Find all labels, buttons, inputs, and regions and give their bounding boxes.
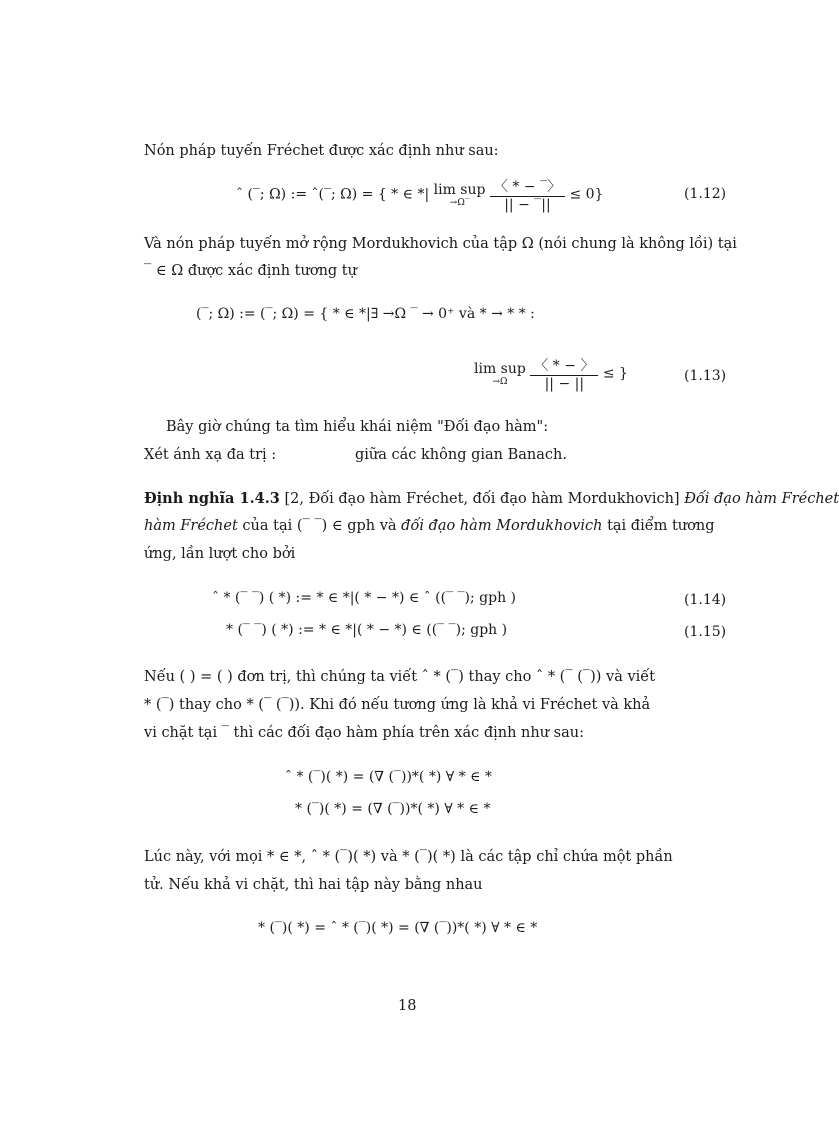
limsup-subscript: →Ω‾: [449, 197, 470, 208]
equation-1-13-line1: (‾; Ω) := (‾; Ω) = { * ∈ *|∃ →Ω ‾ → 0⁺ và * → * * :: [196, 306, 535, 322]
para-mordukhovich-line1: Và nón pháp tuyến mở rộng Mordukhovich của tập Ω (nói chung là không lồi) tại: [144, 236, 737, 252]
para-single-valued-line3: vi chặt tại ‾ thì các đối đạo hàm phía trên xác định như sau:: [144, 725, 584, 741]
display-equation-1: ˆ * (‾)( *) = (∇ (‾))*( *) ∀ * ∈ *: [285, 769, 492, 785]
definition-line3: ứng, lần lượt cho bởi: [144, 546, 296, 562]
equation-number-1-12: (1.12): [684, 186, 727, 202]
fraction-numerator: 〈 * − ‾〉: [490, 176, 565, 197]
para-single-valued-line1: Nếu ( ) = ( ) đơn trị, thì chúng ta viết ˆ * (‾) thay cho ˆ * (‾ (‾)) và viết: [144, 669, 656, 685]
para-mordukhovich-line2: ‾ ∈ Ω được xác định tương tự: [144, 263, 357, 279]
page-number: 18: [398, 998, 417, 1014]
eq-1-12-limsup: [434, 182, 486, 208]
eq-1-12-rhs: ≤ 0}: [569, 186, 604, 203]
intro-line: Nón pháp tuyến Fréchet được xác định như sau:: [144, 143, 499, 159]
para-now: Bây giờ chúng ta tìm hiểu khái niệm "Đối đạo hàm":: [166, 419, 549, 435]
equation-1-13-line2: [474, 355, 628, 392]
definition-term-frechet: Đối đạo hàm Fréchet: [684, 491, 839, 507]
equation-number-1-15: (1.15): [684, 624, 727, 640]
display-equation-3: * (‾)( *) = ˆ * (‾)( *) = (∇ (‾))*( *) ∀ * ∈ *: [258, 920, 538, 936]
eq-1-12-fraction: [490, 176, 565, 213]
definition-label: Định nghĩa 1.4.3: [144, 490, 280, 507]
para-now2-line1: Lúc này, với mọi * ∈ *, ˆ * (‾)( *) và * (‾)( *) là các tập chỉ chứa một phần: [144, 849, 673, 865]
definition-line2: [144, 516, 715, 536]
equation-1-15: * (‾ ‾) ( *) := * ∈ *|( * − *) ∈ ((‾ ‾); gph ): [226, 622, 508, 638]
definition-line2-b: tại điểm tương: [607, 518, 715, 534]
definition-term-hamfrechet: hàm Fréchet: [144, 518, 238, 534]
definition-line1: [144, 489, 839, 509]
limsup-subscript: →Ω: [492, 376, 508, 387]
para-consider-part2: giữa các không gian Banach.: [355, 447, 567, 463]
equation-1-12: [236, 176, 603, 213]
limsup-text: lim sup: [433, 181, 486, 198]
equation-1-14: ˆ * (‾ ‾) ( *) := * ∈ *|( * − *) ∈ ˆ ((‾ ‾); gph ): [212, 590, 517, 606]
eq-1-13-fraction: [530, 355, 598, 392]
para-now2-line2: tử. Nếu khả vi chặt, thì hai tập này bằng nhau: [144, 877, 483, 893]
definition-line2-a: của tại (‾ ‾) ∈ gph và: [242, 518, 397, 534]
fraction-numerator: 〈 * − 〉: [530, 355, 598, 376]
eq-1-13-limsup: [474, 361, 526, 387]
definition-ref: [2, Đối đạo hàm Fréchet, đối đạo hàm Mordukhovich]: [284, 491, 680, 507]
limsup-text: lim sup: [474, 360, 526, 377]
equation-number-1-14: (1.14): [684, 592, 727, 608]
eq-1-13-rhs: ≤ }: [602, 365, 628, 382]
display-equation-2: * (‾)( *) = (∇ (‾))*( *) ∀ * ∈ *: [295, 801, 491, 817]
equation-number-1-13: (1.13): [684, 368, 727, 384]
para-single-valued-line2: * (‾) thay cho * (‾ (‾)). Khi đó nếu tương ứng là khả vi Fréchet và khả: [144, 697, 651, 713]
para-consider-part1: Xét ánh xạ đa trị :: [144, 447, 277, 463]
eq-1-12-lhs: ˆ (‾; Ω) := ˆ(‾; Ω) = { * ∈ *|: [236, 186, 434, 203]
fraction-denominator: || − ‾||: [504, 197, 551, 213]
definition-term-mordukhovich: đối đạo hàm Mordukhovich: [401, 518, 603, 534]
fraction-denominator: || − ||: [544, 376, 585, 392]
